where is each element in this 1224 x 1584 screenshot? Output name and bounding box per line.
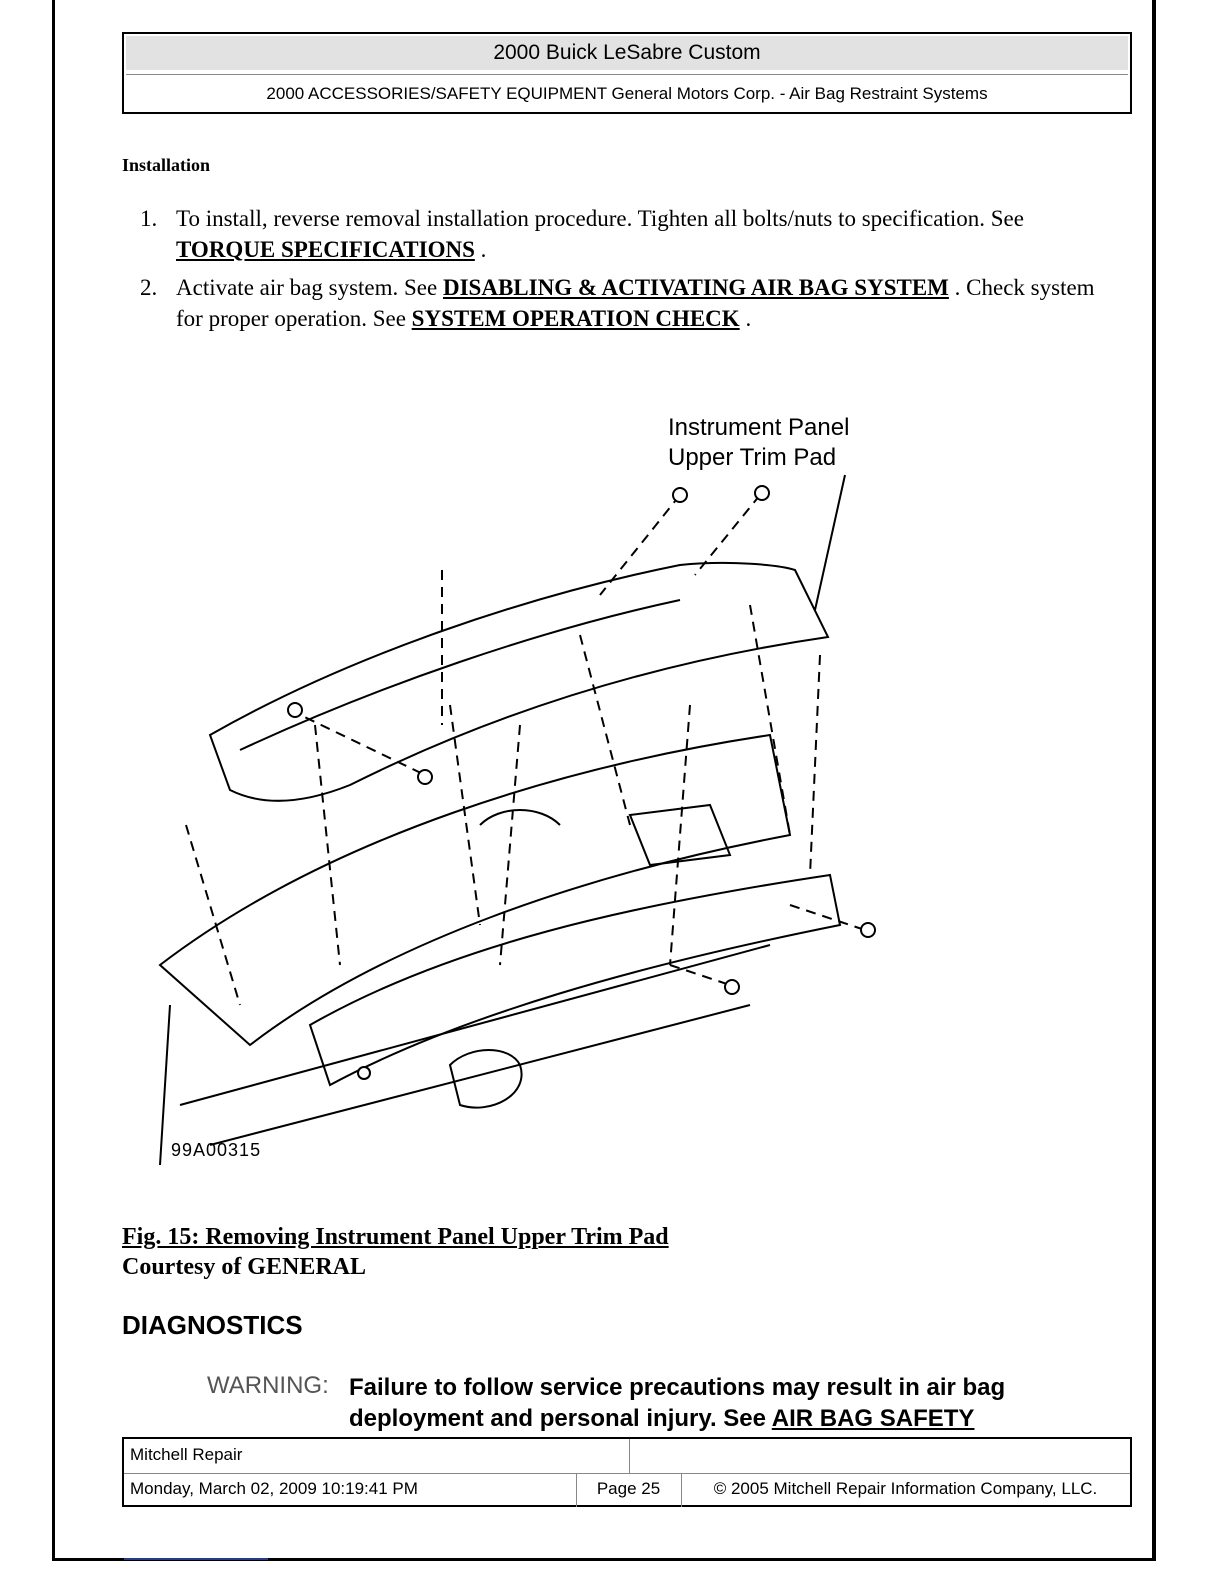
step-text-middle: . Check system for proper operation. See bbox=[176, 275, 1095, 331]
callout-label-line1: Instrument Panel bbox=[668, 414, 850, 441]
footer-divider bbox=[629, 1439, 630, 1473]
step-text: Activate air bag system. See bbox=[176, 275, 443, 300]
diagnostics-heading: DIAGNOSTICS bbox=[122, 1310, 303, 1340]
step-item bbox=[130, 203, 1120, 265]
step-text-end: . bbox=[474, 237, 487, 262]
figure-courtesy: Courtesy of GENERAL bbox=[122, 1254, 366, 1280]
system-operation-check-link[interactable]: SYSTEM OPERATION CHECK bbox=[411, 306, 740, 331]
document-footer bbox=[122, 1437, 1132, 1507]
warning-label: WARNING: bbox=[207, 1372, 329, 1399]
footer-page-number: Page 25 bbox=[596, 1479, 661, 1498]
footer-copyright: © 2005 Mitchell Repair Information Company, LLC. bbox=[713, 1479, 1098, 1498]
instrument-panel-illustration bbox=[150, 405, 910, 1175]
footer-source: Mitchell Repair bbox=[130, 1445, 243, 1464]
step-text: To install, reverse removal installation procedure. Tighten all bolts/nuts to specification. See bbox=[176, 206, 1024, 231]
figure-caption: Fig. 15: Removing Instrument Panel Upper Trim Pad bbox=[122, 1224, 669, 1250]
warning-message: Failure to follow service precautions may result in air bag deployment and personal injury. See bbox=[349, 1374, 1006, 1432]
document-header bbox=[122, 32, 1132, 114]
step-item bbox=[130, 272, 1120, 334]
step-number: 1. bbox=[140, 206, 158, 231]
figure-id: 99A00315 bbox=[171, 1140, 262, 1160]
air-bag-safety-link[interactable]: AIR BAG SAFETY bbox=[771, 1405, 975, 1432]
callout-label-line2: Upper Trim Pad bbox=[668, 444, 837, 471]
warning-text bbox=[349, 1372, 1109, 1434]
step-text-end: . bbox=[739, 306, 752, 331]
vehicle-title: 2000 Buick LeSabre Custom bbox=[126, 36, 1128, 70]
document-subtitle: 2000 ACCESSORIES/SAFETY EQUIPMENT General Motors Corp. - Air Bag Restraint Systems bbox=[126, 74, 1128, 111]
disabling-activating-link[interactable]: DISABLING & ACTIVATING AIR BAG SYSTEM bbox=[442, 275, 949, 300]
footer-timestamp: Monday, March 02, 2009 10:19:41 PM bbox=[130, 1479, 418, 1498]
installation-steps bbox=[130, 203, 1120, 341]
bottom-rule bbox=[124, 1558, 268, 1560]
step-number: 2. bbox=[140, 275, 158, 300]
torque-specifications-link[interactable]: TORQUE SPECIFICATIONS bbox=[176, 237, 475, 262]
section-heading-installation: Installation bbox=[122, 155, 211, 175]
